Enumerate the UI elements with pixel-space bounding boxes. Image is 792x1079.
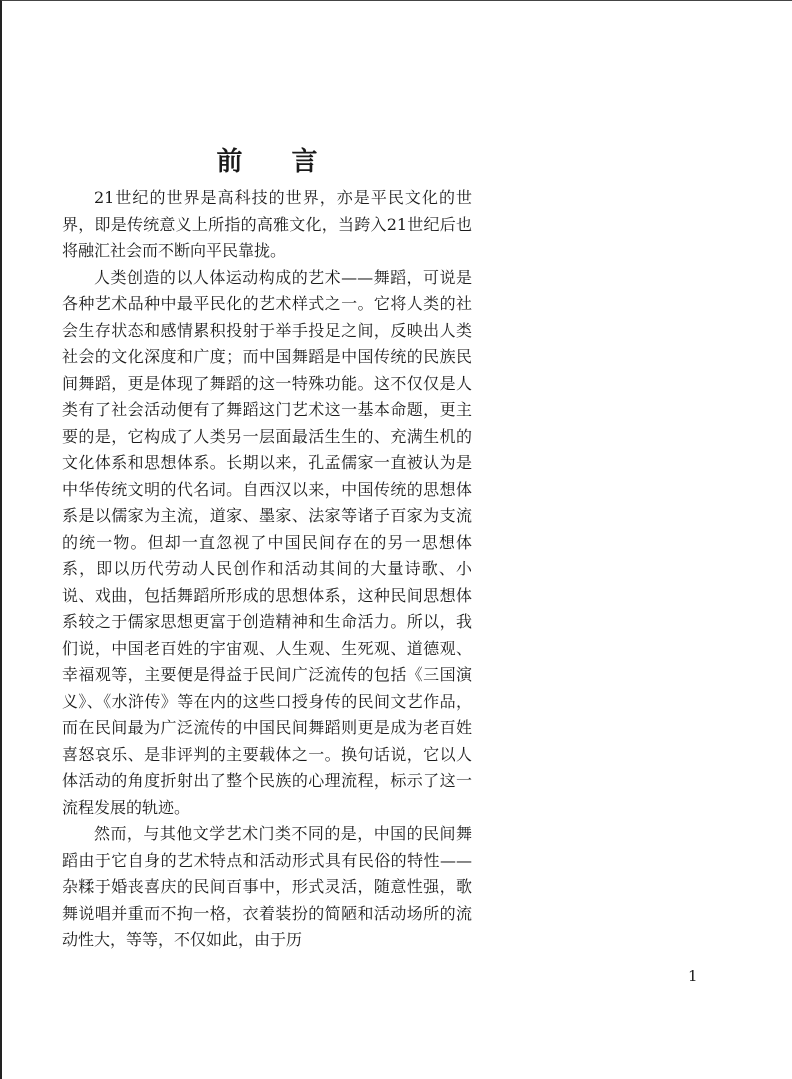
page-number: 1	[688, 967, 698, 985]
paragraph-1: 21世纪的世界是高科技的世界，亦是平民文化的世界，即是传统意义上所指的高雅文化，当跨入21世纪后也将融汇社会而不断向平民靠拢。	[62, 188, 472, 260]
body-text	[62, 185, 472, 954]
paragraph-3: 然而，与其他文学艺术门类不同的是，中国的民间舞蹈由于它自身的艺术特点和活动形式具有民俗的特性——杂糅于婚丧喜庆的民间百事中，形式灵活，随意性强，歌舞说唱并重而不拘一格，衣着装扮的简陋和活动场所的流动性大，等等，不仅如此，由于历	[62, 824, 472, 949]
paragraph-2: 人类创造的以人体运动构成的艺术——舞蹈，可说是各种艺术品种中最平民化的艺术样式之一。它将人类的社会生存状态和感情累积投射于举手投足之间，反映出人类社会的文化深度和广度；而中国舞蹈是中国传统的民族民间舞蹈，更是体现了舞蹈的这一特殊功能。这不仅仅是人类有了社会活动便有了舞蹈这门艺术这一基本命题，更主要的是，它构成了人类另一层面最活生生的、充满生机的文化体系和思想体系。长期以来，孔孟儒家一直被认为是中华传统文明的代名词。自西汉以来，中国传统的思想体系是以儒家为主流，道家、墨家、法家等诸子百家为支流的统一物。但却一直忽视了中国民间存在的另一思想体系，即以历代劳动人民创作和活动其间的大量诗歌、小说、戏曲，包括舞蹈所形成的思想体系，这种民间思想体系较之于儒家思想更富于创造精神和生命活力。所以，我们说，中国老百姓的宇宙观、人生观、生死观、道德观、幸福观等，主要便是得益于民间广泛流传的包括《三国演义》、《水浒传》等在内的这些口授身传的民间文艺作品，而在民间最为广泛流传的中国民间舞蹈则更是成为老百姓喜怒哀乐、是非评判的主要载体之一。换句话说，它以人体活动的角度折射出了整个民族的心理流程，标示了这一流程发展的轨迹。	[62, 267, 472, 817]
page-title: 前 言	[216, 147, 338, 177]
